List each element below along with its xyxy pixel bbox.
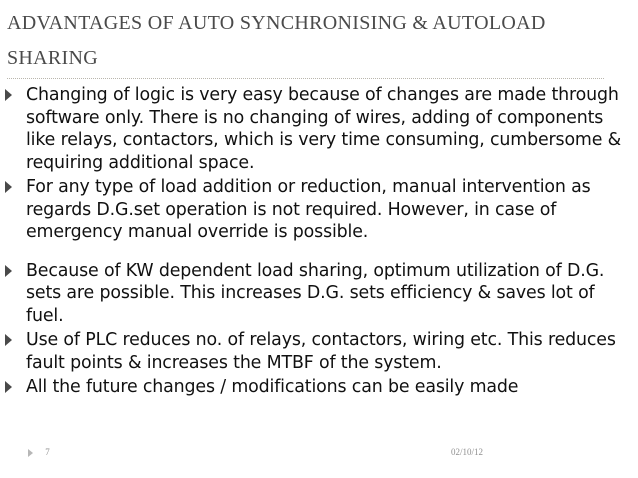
footer-date: 02/10/12 (451, 447, 484, 457)
bullet-arrow-icon (5, 265, 12, 277)
bullet-item (0, 176, 638, 244)
bullet-arrow-icon (5, 381, 12, 393)
bullet-text: All the future changes / modifications can be easily made (26, 377, 519, 397)
bullet-arrow-icon (5, 181, 12, 193)
bullet-item (0, 84, 638, 174)
title-divider (7, 78, 604, 79)
slide-title: ADVANTAGES OF AUTO SYNCHRONISING & AUTOLOAD SHARING (7, 12, 546, 69)
bullet-text: Because of KW dependent load sharing, optimum utilization of D.G. sets are possible. This increases D.G. sets efficiency & saves lot of fuel. (26, 260, 605, 326)
bullet-text: Changing of logic is very easy because of changes are made through software only. There is no changing of wires, adding of components like relays, contactors, which is very time consuming, cumbersome & requiring additional space. (26, 85, 622, 173)
bullet-item (0, 376, 638, 399)
bullet-item (0, 260, 638, 328)
bullet-arrow-icon (5, 334, 12, 346)
bullet-arrow-icon (5, 89, 12, 101)
bullet-text: For any type of load addition or reduction, manual intervention as regards D.G.set operation is not required. However, in case of emergency manual override is possible. (26, 177, 591, 242)
bullet-list (0, 84, 638, 399)
footer-arrow-icon (28, 449, 33, 457)
bullet-item (0, 329, 638, 374)
footer-page (28, 447, 50, 457)
page-number: 7 (45, 447, 50, 457)
bullet-text: Use of PLC reduces no. of relays, contactors, wiring etc. This reduces fault points & increases the MTBF of the system. (26, 330, 616, 373)
